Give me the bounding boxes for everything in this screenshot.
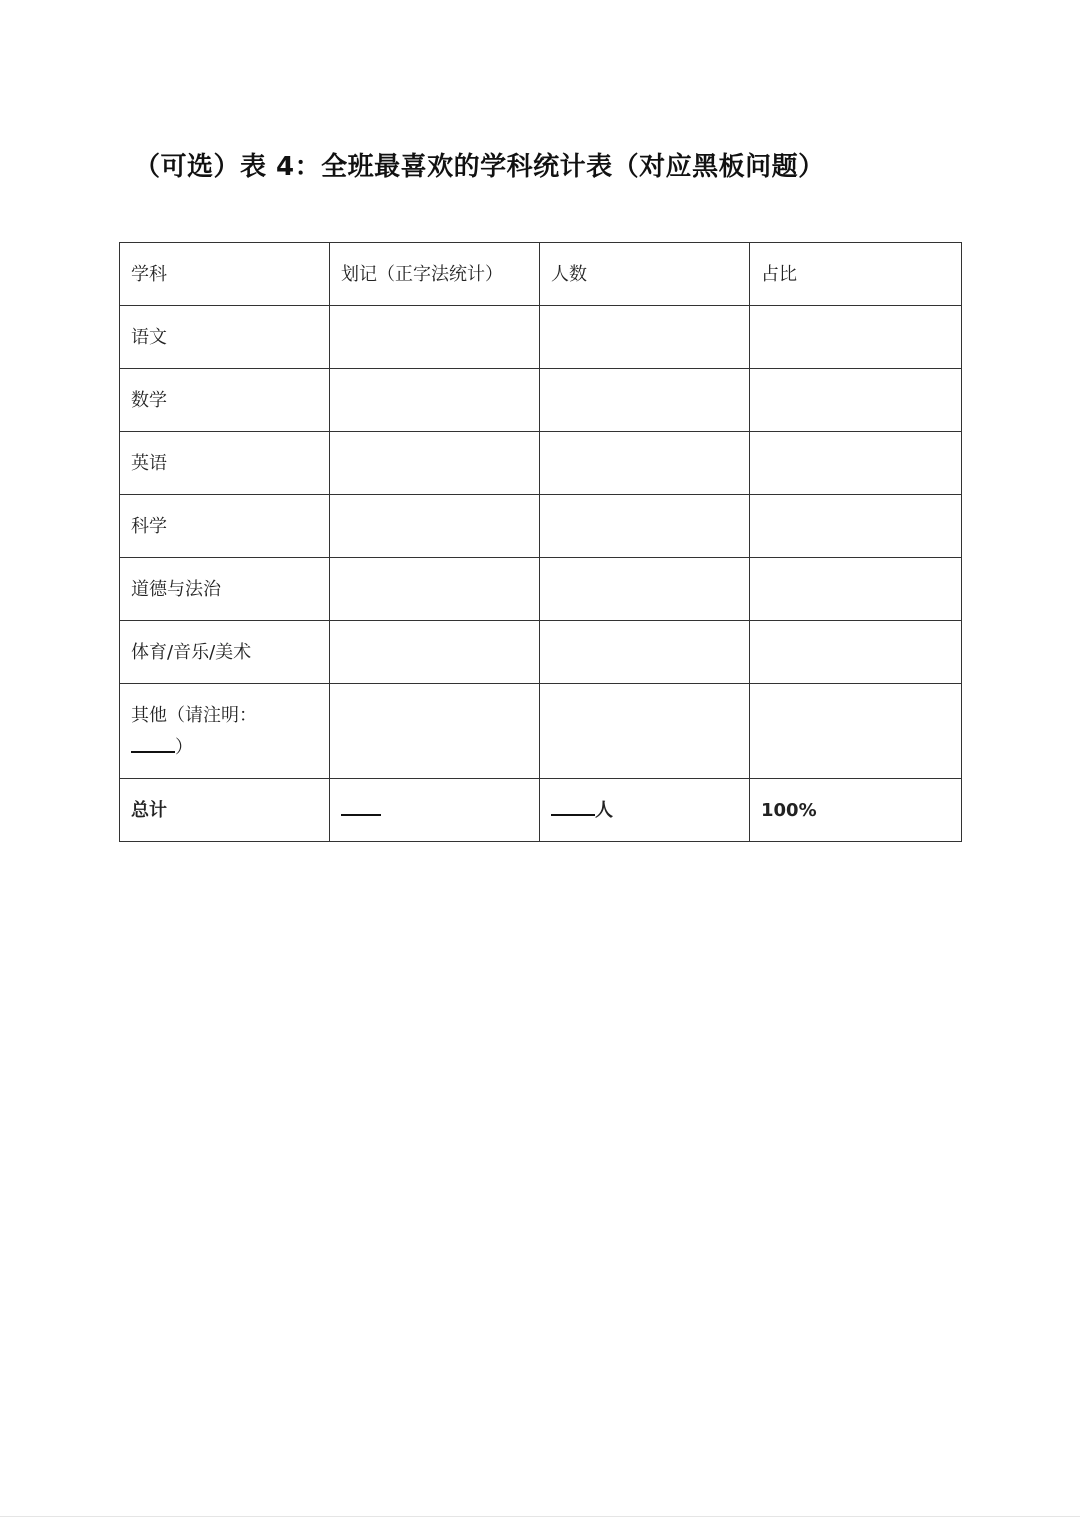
ratio-cell[interactable] — [750, 684, 962, 779]
count-cell[interactable] — [540, 369, 750, 432]
total-tally-cell — [330, 779, 540, 842]
tally-cell[interactable] — [330, 432, 540, 495]
other-label: 其他（请注明： — [131, 705, 257, 726]
count-cell[interactable] — [540, 558, 750, 621]
table-row — [120, 306, 962, 369]
subject-cell: 道德与法治 — [120, 558, 330, 621]
ratio-cell[interactable] — [750, 432, 962, 495]
table-row — [120, 495, 962, 558]
header-subject: 学科 — [120, 243, 330, 306]
table-row — [120, 432, 962, 495]
ratio-cell[interactable] — [750, 621, 962, 684]
count-cell[interactable] — [540, 621, 750, 684]
total-count-unit: 人 — [595, 800, 613, 821]
count-cell[interactable] — [540, 495, 750, 558]
other-blank-field[interactable] — [131, 733, 175, 753]
other-specify-line — [131, 732, 319, 764]
tally-cell[interactable] — [330, 558, 540, 621]
total-count-blank[interactable] — [551, 796, 595, 816]
subject-cell: 英语 — [120, 432, 330, 495]
total-tally-dash — [341, 800, 381, 816]
tally-cell[interactable] — [330, 684, 540, 779]
total-count-cell — [540, 779, 750, 842]
count-cell[interactable] — [540, 306, 750, 369]
ratio-cell[interactable] — [750, 306, 962, 369]
count-cell[interactable] — [540, 432, 750, 495]
subject-stats-table — [119, 242, 962, 842]
subject-cell-other — [120, 684, 330, 779]
ratio-cell[interactable] — [750, 495, 962, 558]
tally-cell[interactable] — [330, 621, 540, 684]
ratio-cell[interactable] — [750, 558, 962, 621]
total-ratio: 100% — [750, 779, 962, 842]
table-row — [120, 621, 962, 684]
tally-cell[interactable] — [330, 306, 540, 369]
header-tally: 划记（正字法统计） — [330, 243, 540, 306]
table-row-other — [120, 684, 962, 779]
table-row — [120, 369, 962, 432]
subject-cell: 语文 — [120, 306, 330, 369]
total-label: 总计 — [120, 779, 330, 842]
table-row — [120, 558, 962, 621]
subject-cell: 科学 — [120, 495, 330, 558]
subject-cell: 体育/音乐/美术 — [120, 621, 330, 684]
table-title: （可选）表 4：全班最喜欢的学科统计表（对应黑板问题） — [134, 152, 825, 182]
subject-cell: 数学 — [120, 369, 330, 432]
other-close-paren: ） — [175, 737, 193, 758]
total-row — [120, 779, 962, 842]
header-row — [120, 243, 962, 306]
tally-cell[interactable] — [330, 495, 540, 558]
header-ratio: 占比 — [750, 243, 962, 306]
ratio-cell[interactable] — [750, 369, 962, 432]
tally-cell[interactable] — [330, 369, 540, 432]
page-edge — [0, 1516, 1080, 1517]
header-count: 人数 — [540, 243, 750, 306]
count-cell[interactable] — [540, 684, 750, 779]
